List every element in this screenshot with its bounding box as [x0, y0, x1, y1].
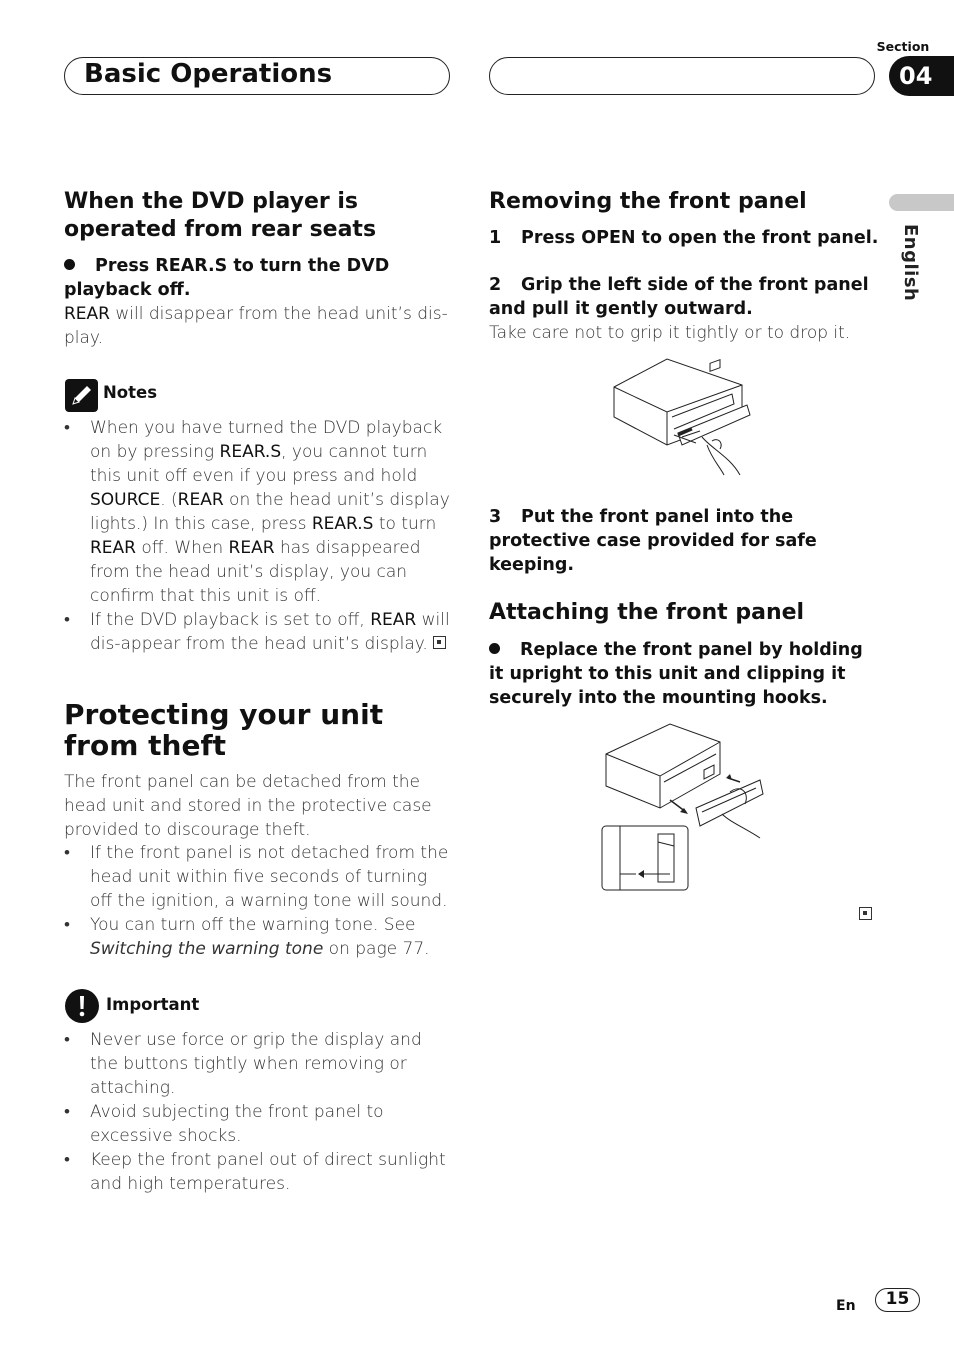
attaching-heading: Attaching the front panel: [489, 600, 805, 625]
rear-seat-step: [64, 254, 454, 302]
theft-bullet-item: • You can turn off the warning tone. See Switching the warning tone on page 77.: [64, 913, 454, 961]
important-icon: [65, 989, 99, 1023]
notes-label: Notes: [103, 383, 158, 402]
important-label: Important: [106, 995, 200, 1014]
important-list: [64, 1028, 454, 1196]
important-item: • Avoid subjecting the front panel to excessive shocks.: [64, 1100, 454, 1148]
removing-step-2: 2 Grip the left side of the front panel and pull it gently outward.: [489, 275, 869, 319]
note-item: • When you have turned the DVD playback on by pressing REAR.S, you cannot turn this unit off even if you press and hold SOURCE. (REAR on the head unit’s display lights.) In this case, press REAR.S to turn REAR off. When REAR has disappeared from the head unit’s display, you can confirm that this unit is off.: [64, 416, 454, 608]
notes-pencil-icon: [65, 379, 98, 412]
attaching-step: Replace the front panel by holding it upright to this unit and clipping it securely into the mounting hooks.: [489, 640, 863, 708]
theft-bullet-item: • If the front panel is not detached from the head unit within five seconds of turning off the ignition, a warning tone will sound.: [64, 841, 454, 913]
removing-step-1: 1 Press OPEN to open the front panel.: [489, 228, 879, 248]
footer-lang: En: [836, 1298, 856, 1314]
end-mark-icon: [859, 907, 872, 920]
step-1-text: Press OPEN to open the front panel.: [521, 228, 879, 248]
side-tab-marker: [889, 194, 954, 211]
note-item: • If the DVD playback is set to off, REAR will dis-appear from the head unit’s display.: [64, 608, 454, 656]
bullet-dot-icon: [64, 259, 75, 270]
removing-panel-illustration: [612, 357, 752, 477]
theft-heading: Protecting your unit from theft: [64, 698, 384, 762]
theft-body: The front panel can be detached from the head unit and stored in the protective case provided to discourage theft.: [64, 772, 432, 840]
bullet-dot-icon: [489, 643, 500, 654]
removing-step-3: 3 Put the front panel into the protective case provided for safe keeping.: [489, 507, 817, 575]
important-item: • Keep the front panel out of direct sunlight and high temperatures.: [64, 1148, 454, 1196]
removing-heading: Removing the front panel: [489, 189, 807, 214]
page-title: Basic Operations: [84, 59, 333, 89]
removing-step-2-note: Take care not to grip it tightly or to drop it.: [489, 323, 851, 343]
rear-seat-heading: When the DVD player is operated from rear seats: [64, 189, 377, 242]
end-mark-icon: [433, 636, 446, 649]
rear-seat-body: REAR will disappear from the head unit’s dis- play.: [64, 304, 448, 348]
page-number: 15: [875, 1288, 920, 1312]
rear-step-text: Press REAR.S to turn the DVD playback off.: [64, 256, 390, 300]
notes-list: [64, 416, 454, 656]
side-tab-language: English: [900, 224, 921, 302]
header-blank-frame: [489, 57, 875, 95]
important-item: • Never use force or grip the display and the buttons tightly when removing or attaching.: [64, 1028, 454, 1100]
section-number-badge: 04: [889, 56, 954, 96]
attaching-panel-illustration: [600, 722, 770, 894]
theft-bullets: [64, 841, 454, 961]
section-label: Section: [876, 39, 930, 54]
